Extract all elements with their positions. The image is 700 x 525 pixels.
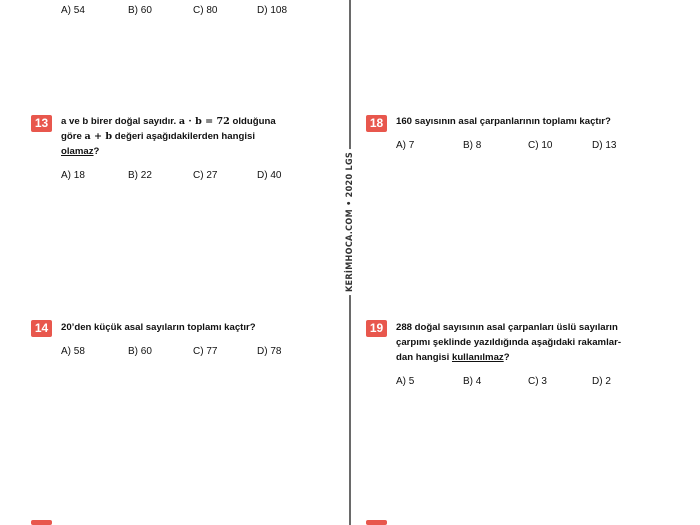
option-c[interactable]: C) 10 [528,140,553,151]
option-d[interactable]: D) 78 [257,346,282,357]
math-expression: a · b = 72 [178,116,230,127]
option-d[interactable]: D) 2 [592,376,611,387]
option-b[interactable]: B) 60 [128,346,152,357]
question-19-line-1: 288 doğal sayısının asal çarpanları üslü sayıların [396,322,618,333]
option-b[interactable]: B) 22 [128,170,152,181]
next-question-badge-right [366,520,387,525]
question-13-line-3: olamaz? [61,146,100,157]
question-13-line-1: a ve b birer doğal sayıdır. a · b = 72 olduğuna [61,116,276,127]
option-c[interactable]: C) 77 [193,346,218,357]
next-question-badge-left [31,520,52,525]
option-a[interactable]: A) 18 [61,170,85,181]
question-19-line-3: dan hangisi kullanılmaz? [396,352,510,363]
option-a[interactable]: A) 5 [396,376,415,387]
option-a[interactable]: A) 58 [61,346,85,357]
question-19-line-2: çarpımı şeklinde yazıldığında aşağıdaki rakamlar- [396,337,622,348]
prev-question-options [61,5,331,17]
question-13-options [61,170,331,182]
question-19-number-badge: 19 [366,320,387,337]
question-18-number-badge: 18 [366,115,387,132]
divider-watermark-label: KERİMHOCA.COM • 2020 LGS [345,149,355,295]
option-d[interactable]: D) 108 [257,5,288,16]
question-18-text: 160 sayısının asal çarpanlarının toplamı kaçtır? [396,116,611,127]
question-14-number-badge: 14 [31,320,52,337]
question-13-text [61,114,276,159]
option-c[interactable]: C) 3 [528,376,547,387]
option-b[interactable]: B) 4 [463,376,482,387]
option-b[interactable]: B) 8 [463,140,482,151]
question-14-text: 20’den küçük asal sayıların toplamı kaçtır? [61,322,256,333]
question-13-line-2: göre a + b değeri aşağıdakilerden hangisi [61,131,256,142]
question-19-text [396,320,621,365]
option-c[interactable]: C) 80 [193,5,218,16]
option-d[interactable]: D) 13 [592,140,617,151]
question-19-options [396,376,666,388]
math-expression: a + b [84,131,113,142]
option-c[interactable]: C) 27 [193,170,218,181]
option-a[interactable]: A) 54 [61,5,85,16]
question-14-options [61,346,331,358]
question-13-number-badge: 13 [31,115,52,132]
option-b[interactable]: B) 60 [128,5,152,16]
emphasis-word: olamaz [61,146,94,157]
question-18-options [396,140,666,152]
option-d[interactable]: D) 40 [257,170,282,181]
option-a[interactable]: A) 7 [396,140,415,151]
emphasis-word: kullanılmaz [451,352,504,363]
